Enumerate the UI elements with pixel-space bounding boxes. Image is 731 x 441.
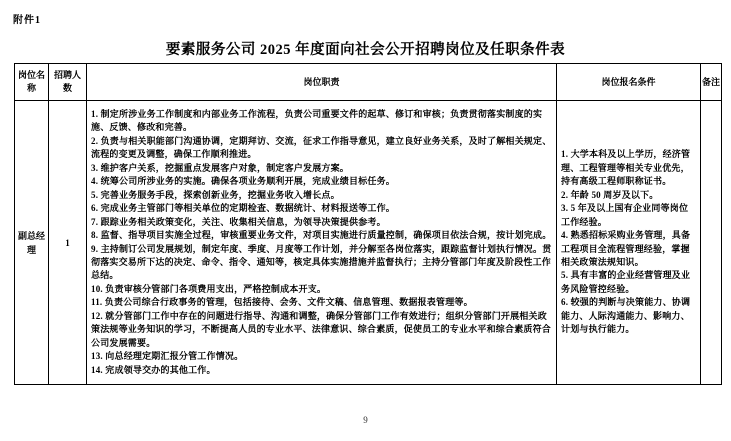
recruitment-table [14, 63, 722, 385]
duty-item: 1. 制定所涉业务工作制度和内部业务工作流程，负责公司重要文件的起草、修订和审核；负责贯彻落实制度的实施、反馈、修改和完善。 [91, 108, 543, 133]
position-name-cell: 副总经理 [15, 101, 49, 385]
condition-item: 2. 年龄 50 周岁及以下。 [561, 189, 659, 200]
column-header-remarks: 备注 [701, 64, 722, 101]
duty-item: 8. 监督、指导项目实施全过程，审核重要业务文件，对项目实施进行质量控制，确保项目依法合规，按计划完成。 [91, 230, 552, 241]
page-number: 9 [363, 415, 368, 425]
duty-item: 6. 完成业务主管部门等相关单位的定期检查、数据统计、材料报送等工作。 [91, 203, 396, 214]
conditions-cell [557, 101, 701, 385]
page-title: 要素服务公司 2025 年度面向社会公开招聘岗位及任职条件表 [165, 42, 566, 58]
duty-item: 5. 完善业务服务手段，探索创新业务，挖掘业务收入增长点。 [91, 189, 340, 200]
duty-item: 4. 统筹公司所涉业务的实施。确保各项业务顺利开展，完成业绩目标任务。 [91, 176, 396, 187]
condition-item: 4. 熟悉招标采购业务管理，具备工程项目全流程管理经验，掌握相关政策法规知识。 [561, 230, 691, 267]
duty-item: 3. 维护客户关系，挖掘重点发展客户对象，制定客户发展方案。 [91, 162, 350, 173]
recruit-count-cell: 1 [49, 101, 87, 385]
duty-item: 2. 负责与相关职能部门沟通协调，定期拜访、交流，征求工作指导意见，建立良好业务关系，及时了解相关规定、流程的变更及调整，确保工作顺利推进。 [91, 135, 552, 160]
column-header-duties: 岗位职责 [87, 64, 557, 101]
column-header-count: 招聘人数 [49, 64, 87, 101]
condition-item: 5. 具有丰富的企业经营管理及业务风险管控经验。 [561, 270, 691, 294]
duty-item: 11. 负责公司综合行政事务的管理，包括接待、会务、文件文稿、信息管理、数据报表管理等。 [91, 297, 473, 308]
table-row [15, 101, 722, 385]
duties-cell [87, 101, 557, 385]
duty-item: 13. 向总经理定期汇报分管工作情况。 [91, 351, 244, 362]
column-header-conditions: 岗位报名条件 [557, 64, 701, 101]
duty-item: 9. 主持制订公司发展规划，制定年度、季度、月度等工作计划，并分解至各岗位落实，跟踪监督计划执行情况。贯彻落实交易所下达的决定、命令、指令、通知等，核定具体实施措施并监督执行；主持分管部门年度及阶段性工作总结。 [91, 243, 552, 281]
duty-item: 12. 就分管部门工作中存在的问题进行指导、沟通和调整，确保分管部门工作有效进行；组织分管部门开展相关政策法规等业务知识的学习，不断提高人员的专业水平、法律意识、综合素质，促使员工的专业水平和综合素质符合公司发展需要。 [91, 310, 552, 348]
condition-item: 6. 较强的判断与决策能力、协调能力、人际沟通能力、影响力、计划与执行能力。 [561, 297, 691, 335]
condition-item: 3. 5 年及以上国有企业同等岗位工作经验。 [561, 203, 689, 227]
condition-item: 1. 大学本科及以上学历，经济管理、工程管理等相关专业优先，持有高级工程师职称证书。 [561, 149, 691, 187]
column-header-position: 岗位名称 [15, 64, 49, 101]
duty-item: 7. 跟踪业务相关政策变化，关注、收集相关信息，为领导决策提供参考。 [91, 216, 386, 227]
duty-item: 14. 完成领导交办的其他工作。 [91, 364, 216, 375]
table-header-row [15, 64, 722, 101]
remarks-cell [701, 101, 722, 385]
attachment-label: 附件1 [13, 15, 41, 26]
duty-item: 10. 负责审核分管部门各项费用支出，严格控制成本开支。 [91, 283, 327, 294]
